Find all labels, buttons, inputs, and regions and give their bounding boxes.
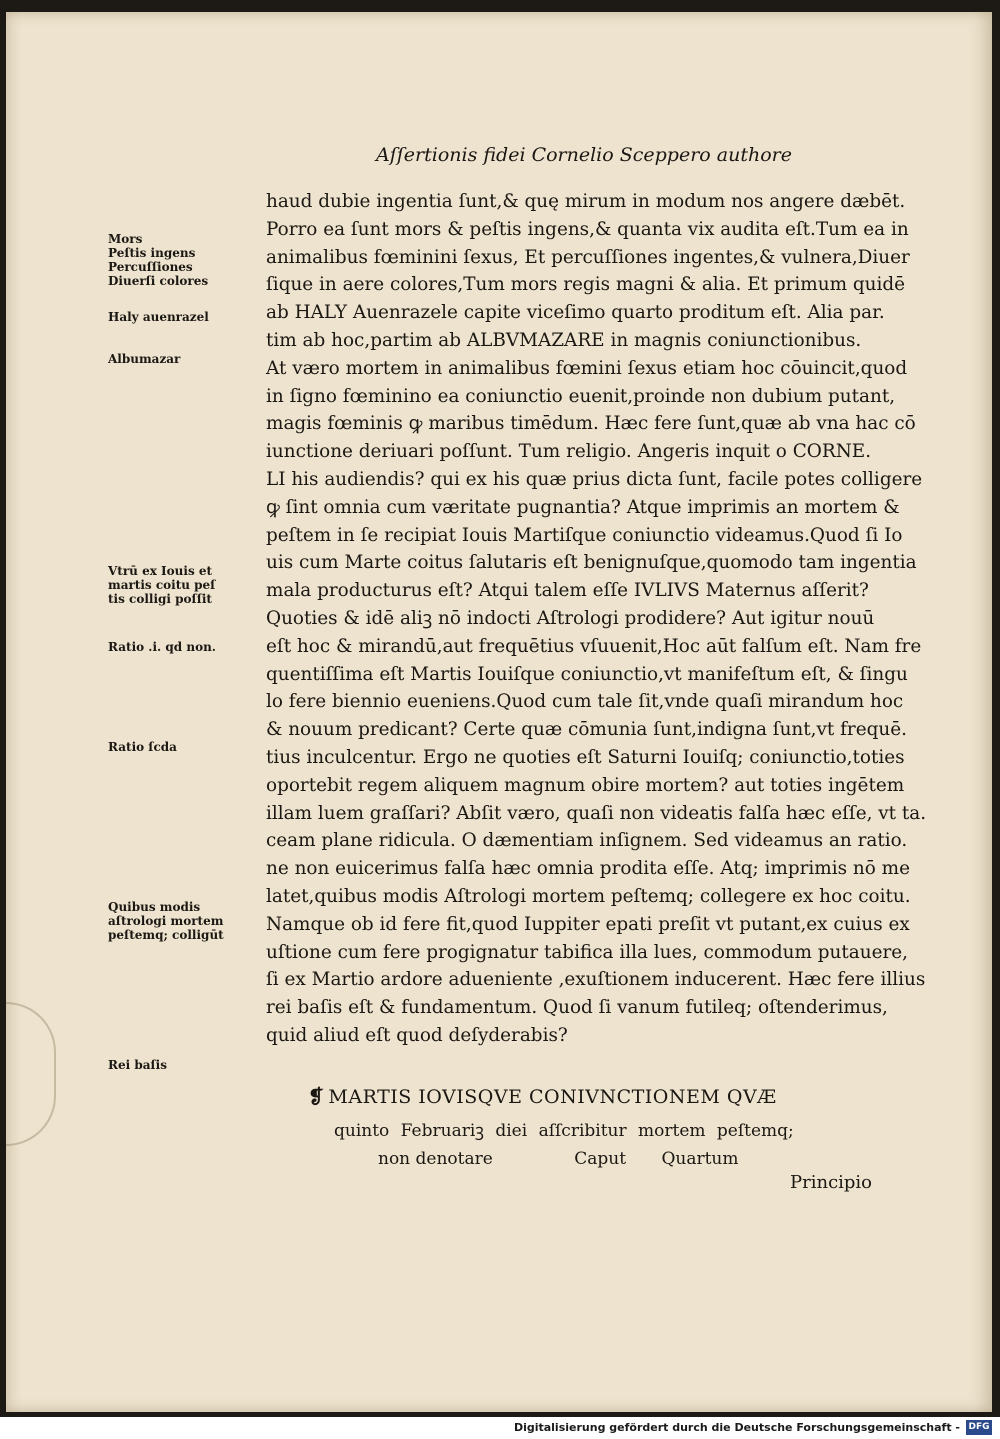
body-line: tius inculcentur. Ergo ne quoties eſt Saturni Iouiſq; coniunctio,toties xyxy=(266,746,905,768)
margin-note-line: Diuerſi colores xyxy=(108,274,209,288)
margin-note-rei-basis xyxy=(108,1058,258,1072)
margin-note-quibus-modis xyxy=(108,900,258,942)
body-line: At væro mortem in animalibus fœmini ſexus etiam hoc cōuincit,quod xyxy=(266,357,908,379)
margin-note-line: martis coitu peſ xyxy=(108,578,216,592)
footer-credit: Digitalisierung gefördert durch die Deutsche Forschungsgemeinschaft - xyxy=(513,1421,960,1434)
margin-note-line: Haly auenrazel xyxy=(108,310,209,324)
margin-note-line: Quibus modis xyxy=(108,900,201,914)
chapter-title-line3 xyxy=(378,1149,868,1169)
body-line: ꝙ ſint omnia cum væritate pugnantia? Atque imprimis an mortem & xyxy=(266,496,900,518)
body-line: uſtione cum fere progignatur tabifica illa lues, commodum putauere, xyxy=(266,941,908,963)
body-line: magis fœminis ꝙ maribus timēdum. Hæc fere ſunt,quæ ab vna hac cō xyxy=(266,413,916,435)
margin-note-line: Albumazar xyxy=(108,352,181,366)
margin-note-utrum xyxy=(108,564,258,606)
margin-note-line: Peſtis ingens xyxy=(108,246,196,260)
margin-note-line: Percuſſiones xyxy=(108,260,193,274)
catchword: Principio xyxy=(790,1172,873,1193)
body-line: Porro ea ſunt mors & peſtis ingens,& quanta vix audita eſt.Tum ea in xyxy=(266,218,909,240)
margin-note-line: peſtemq; colligūt xyxy=(108,928,224,942)
margin-note-ratio-prima xyxy=(108,640,258,654)
body-line: lo fere biennio eueniens.Quod cum tale ſit,vnde quaſi mirandum hoc xyxy=(266,691,904,713)
body-line: LI his audiendis? qui ex his quæ prius dicta ſunt, facile potes colligere xyxy=(266,468,923,490)
body-line: peſtem in ſe recipiat Iouis Martiſque coniunctio videamus.Quod ſi Io xyxy=(266,524,903,546)
body-line: Namque ob id fere fit,quod Iuppiter epati preſit vt putant,ex cuius ex xyxy=(266,913,910,935)
body-line: illam luem graſſari? Abſit væro, quaſi non videatis falſa hæc eſſe, vt ta. xyxy=(266,802,927,824)
dfg-logo: DFG xyxy=(966,1420,992,1435)
body-line: uis cum Marte coitus ſalutaris eſt benignuſque,quomodo tam ingentia xyxy=(266,552,917,574)
body-line: latet,quibus modis Aſtrologi mortem peſtemq; collegere ex hoc coitu. xyxy=(266,885,911,907)
body-line: rei baſis eſt & fundamentum. Quod ſi vanum futileq; oſtenderimus, xyxy=(266,997,888,1019)
paper-fold-mark xyxy=(6,1002,56,1146)
footer-bar xyxy=(0,1417,1000,1439)
chapter-number: Quartum xyxy=(661,1149,739,1169)
body-line: ſi ex Martio ardore adueniente ,exuſtionem inducerent. Hæc fere illius xyxy=(266,969,926,991)
body-line: tim ab hoc,partim ab ALBVMAZARE in magnis coniunctionibus. xyxy=(266,329,862,351)
margin-note-line: aſtrologi mortem xyxy=(108,914,224,928)
body-line: haud dubie ingentia ſunt,& quę mirum in modum nos angere dæbēt. xyxy=(266,191,906,212)
body-line: & nouum predicant? Certe quæ cōmunia ſunt,indigna ſunt,vt frequē. xyxy=(266,719,907,741)
body-line: Quoties & idē aliꝫ nō indocti Aſtrologi prodidere? Aut igitur nouū xyxy=(266,607,875,629)
margin-note-line: Vtrū ex Iouis et xyxy=(108,564,213,578)
margin-note-line: tis colligi poſſit xyxy=(108,592,212,606)
body-line: eſt hoc & mirandū,aut frequētius vſuuenit,Hoc aūt falſum eſt. Nam fre xyxy=(266,635,922,657)
margin-note-line: Rei baſis xyxy=(108,1058,167,1072)
body-line: quid aliud eſt quod deſyderabis? xyxy=(266,1024,568,1046)
body-line: ne non euicerimus falſa hæc omnia prodita eſſe. Atq; imprimis nō me xyxy=(266,858,910,880)
margin-note-albumazar xyxy=(108,352,258,366)
body-line: ceam plane ridicula. O dæmentiam inſignem. Sed videamus an ratio. xyxy=(266,830,908,852)
margin-note-line: Ratio ſcda xyxy=(108,740,177,754)
margin-note-haly xyxy=(108,310,258,324)
body-line: iunctione deriuari poſſunt. Tum religio. Angeris inquit o CORNE. xyxy=(266,441,872,463)
body-line: ſique in aere colores,Tum mors regis magni & alia. Et primum quidē xyxy=(266,274,906,296)
chapter-title-text: MARTIS IOVISQVE CONIVNCTIONEM QVÆ xyxy=(328,1086,777,1108)
chapter-caput: Caput xyxy=(574,1149,627,1169)
body-line: ab HALY Auenrazele capite viceſimo quarto proditum eſt. Alia par. xyxy=(266,302,885,324)
margin-note-mors xyxy=(108,232,258,288)
body-line: oportebit regem aliquem magnum obire mortem? aut toties ingētem xyxy=(266,774,905,796)
chapter-title-line3-a: non denotare xyxy=(378,1149,493,1169)
body-line: quentiſſima eſt Martis Iouiſque coniunctio,vt manifeſtum eſt, & ſingu xyxy=(266,663,908,685)
body-line: animalibus fœminini ſexus, Et percuſſiones ingentes,& vulnera,Diuer xyxy=(266,246,910,268)
body-text xyxy=(266,188,927,1050)
chapter-title-line2: quinto Februariꝫ diei aſſcribitur mortem peſtemq; xyxy=(334,1121,794,1141)
chapter-heading xyxy=(308,1086,868,1169)
running-header: Aſſertionis fidei Cornelio Sceppero authore xyxy=(376,144,792,166)
pilcrow-icon: ❡ xyxy=(308,1086,325,1108)
margin-note-line: Ratio .i. qd non. xyxy=(108,640,216,654)
margin-note-ratio-secunda xyxy=(108,740,258,754)
chapter-title-line1 xyxy=(308,1086,868,1108)
margin-note-line: Mors xyxy=(108,232,143,246)
body-line: mala producturus eſt? Atqui talem eſſe IVLIVS Maternus aſſerit? xyxy=(266,580,869,602)
body-line: in ſigno fœminino ea coniunctio euenit,proinde non dubium putant, xyxy=(266,385,896,407)
